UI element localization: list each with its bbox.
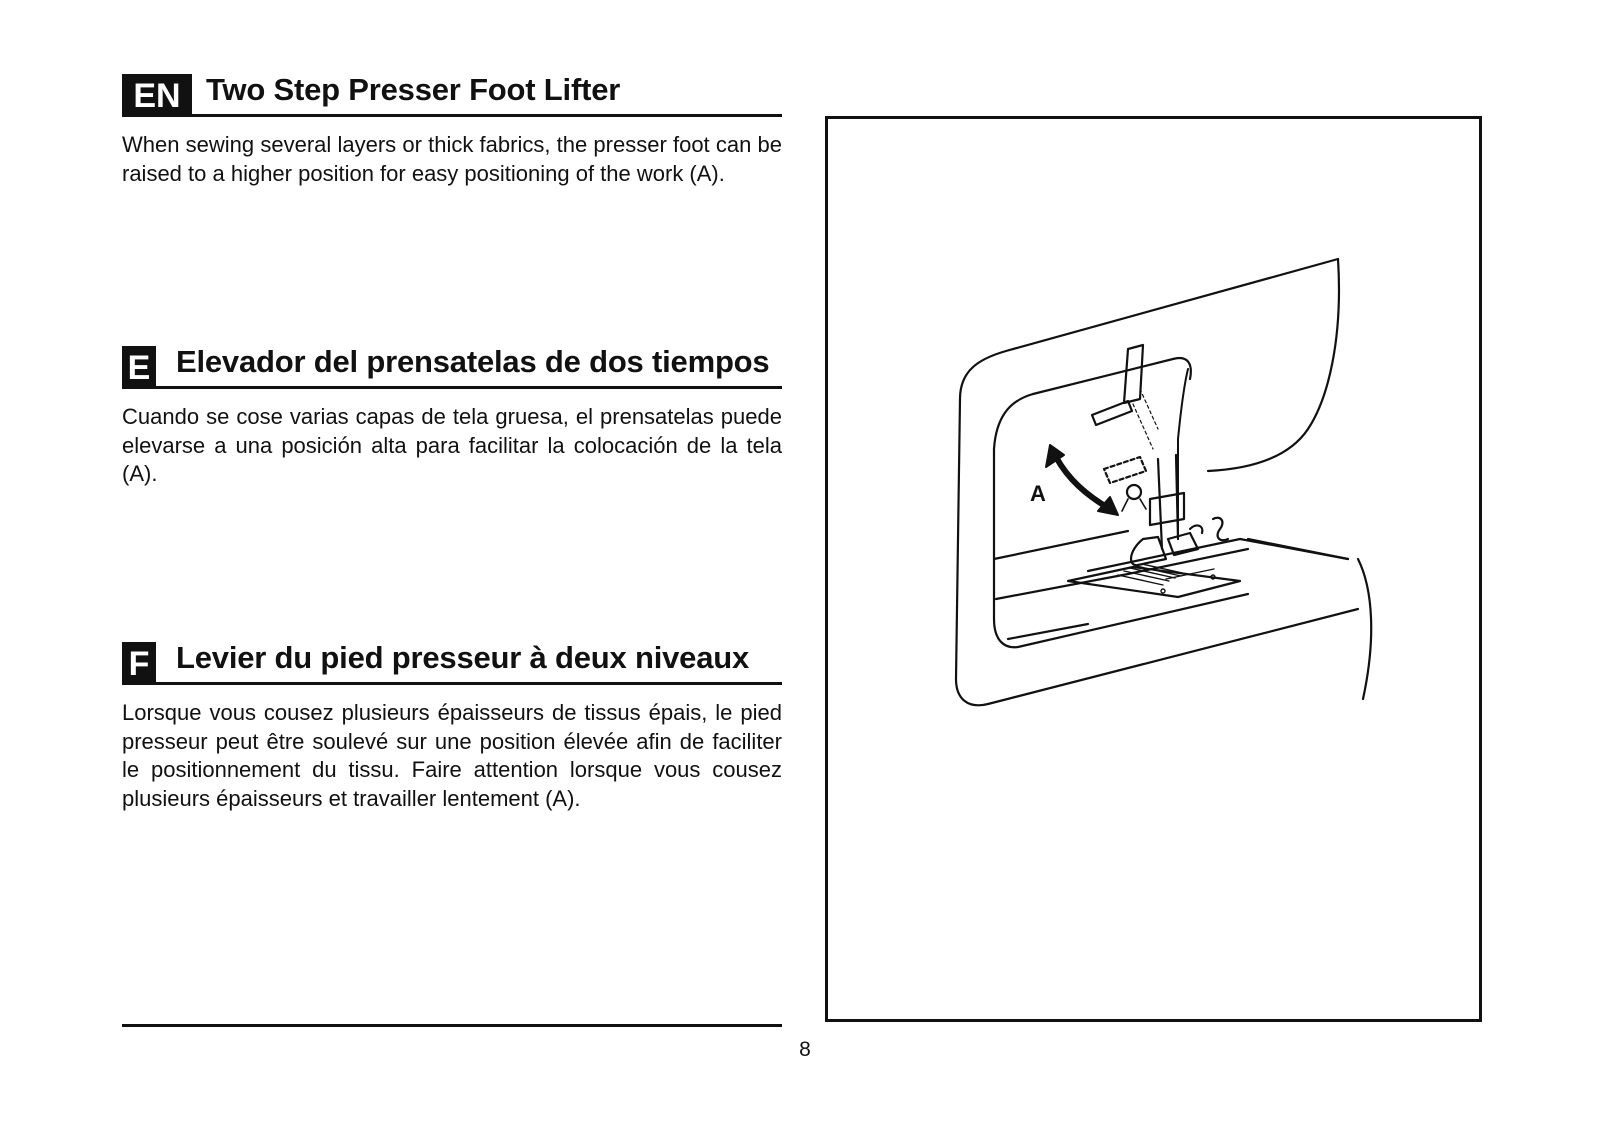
language-badge-e: E [122, 346, 156, 386]
section-english [122, 68, 782, 188]
section-title-english: Two Step Presser Foot Lifter [206, 72, 621, 107]
section-spanish [122, 340, 782, 489]
figure-label-a: A [1030, 481, 1046, 506]
bottom-divider [122, 1024, 782, 1027]
section-body-french: Lorsque vous cousez plusieurs épaisseurs de tissus épais, le pied presseur peut être soulevé sur une position élevée afin de faciliter le positionnement du tissu. Faire attention lorsque vous cousez plusieurs épaisseurs et travailler lentement (A). [122, 700, 782, 811]
section-heading-english [122, 68, 782, 117]
section-french [122, 636, 782, 813]
sewing-machine-illustration [828, 119, 1479, 1019]
section-title-spanish: Elevador del prensatelas de dos tiempos [176, 344, 770, 379]
language-badge-f: F [122, 642, 156, 682]
section-heading-spanish [122, 340, 782, 389]
page-number: 8 [799, 1038, 811, 1061]
section-heading-french [122, 636, 782, 685]
section-body-spanish: Cuando se cose varias capas de tela gruesa, el prensatelas puede elevarse a una posición alta para facilitar la colocación de la tela (A). [122, 404, 782, 486]
section-body-english: When sewing several layers or thick fabrics, the presser foot can be raised to a higher position for easy positioning of the work (A). [122, 132, 782, 186]
language-badge-en: EN [122, 74, 192, 114]
illustration-frame [825, 116, 1482, 1022]
section-title-french: Levier du pied presseur à deux niveaux [176, 640, 750, 675]
